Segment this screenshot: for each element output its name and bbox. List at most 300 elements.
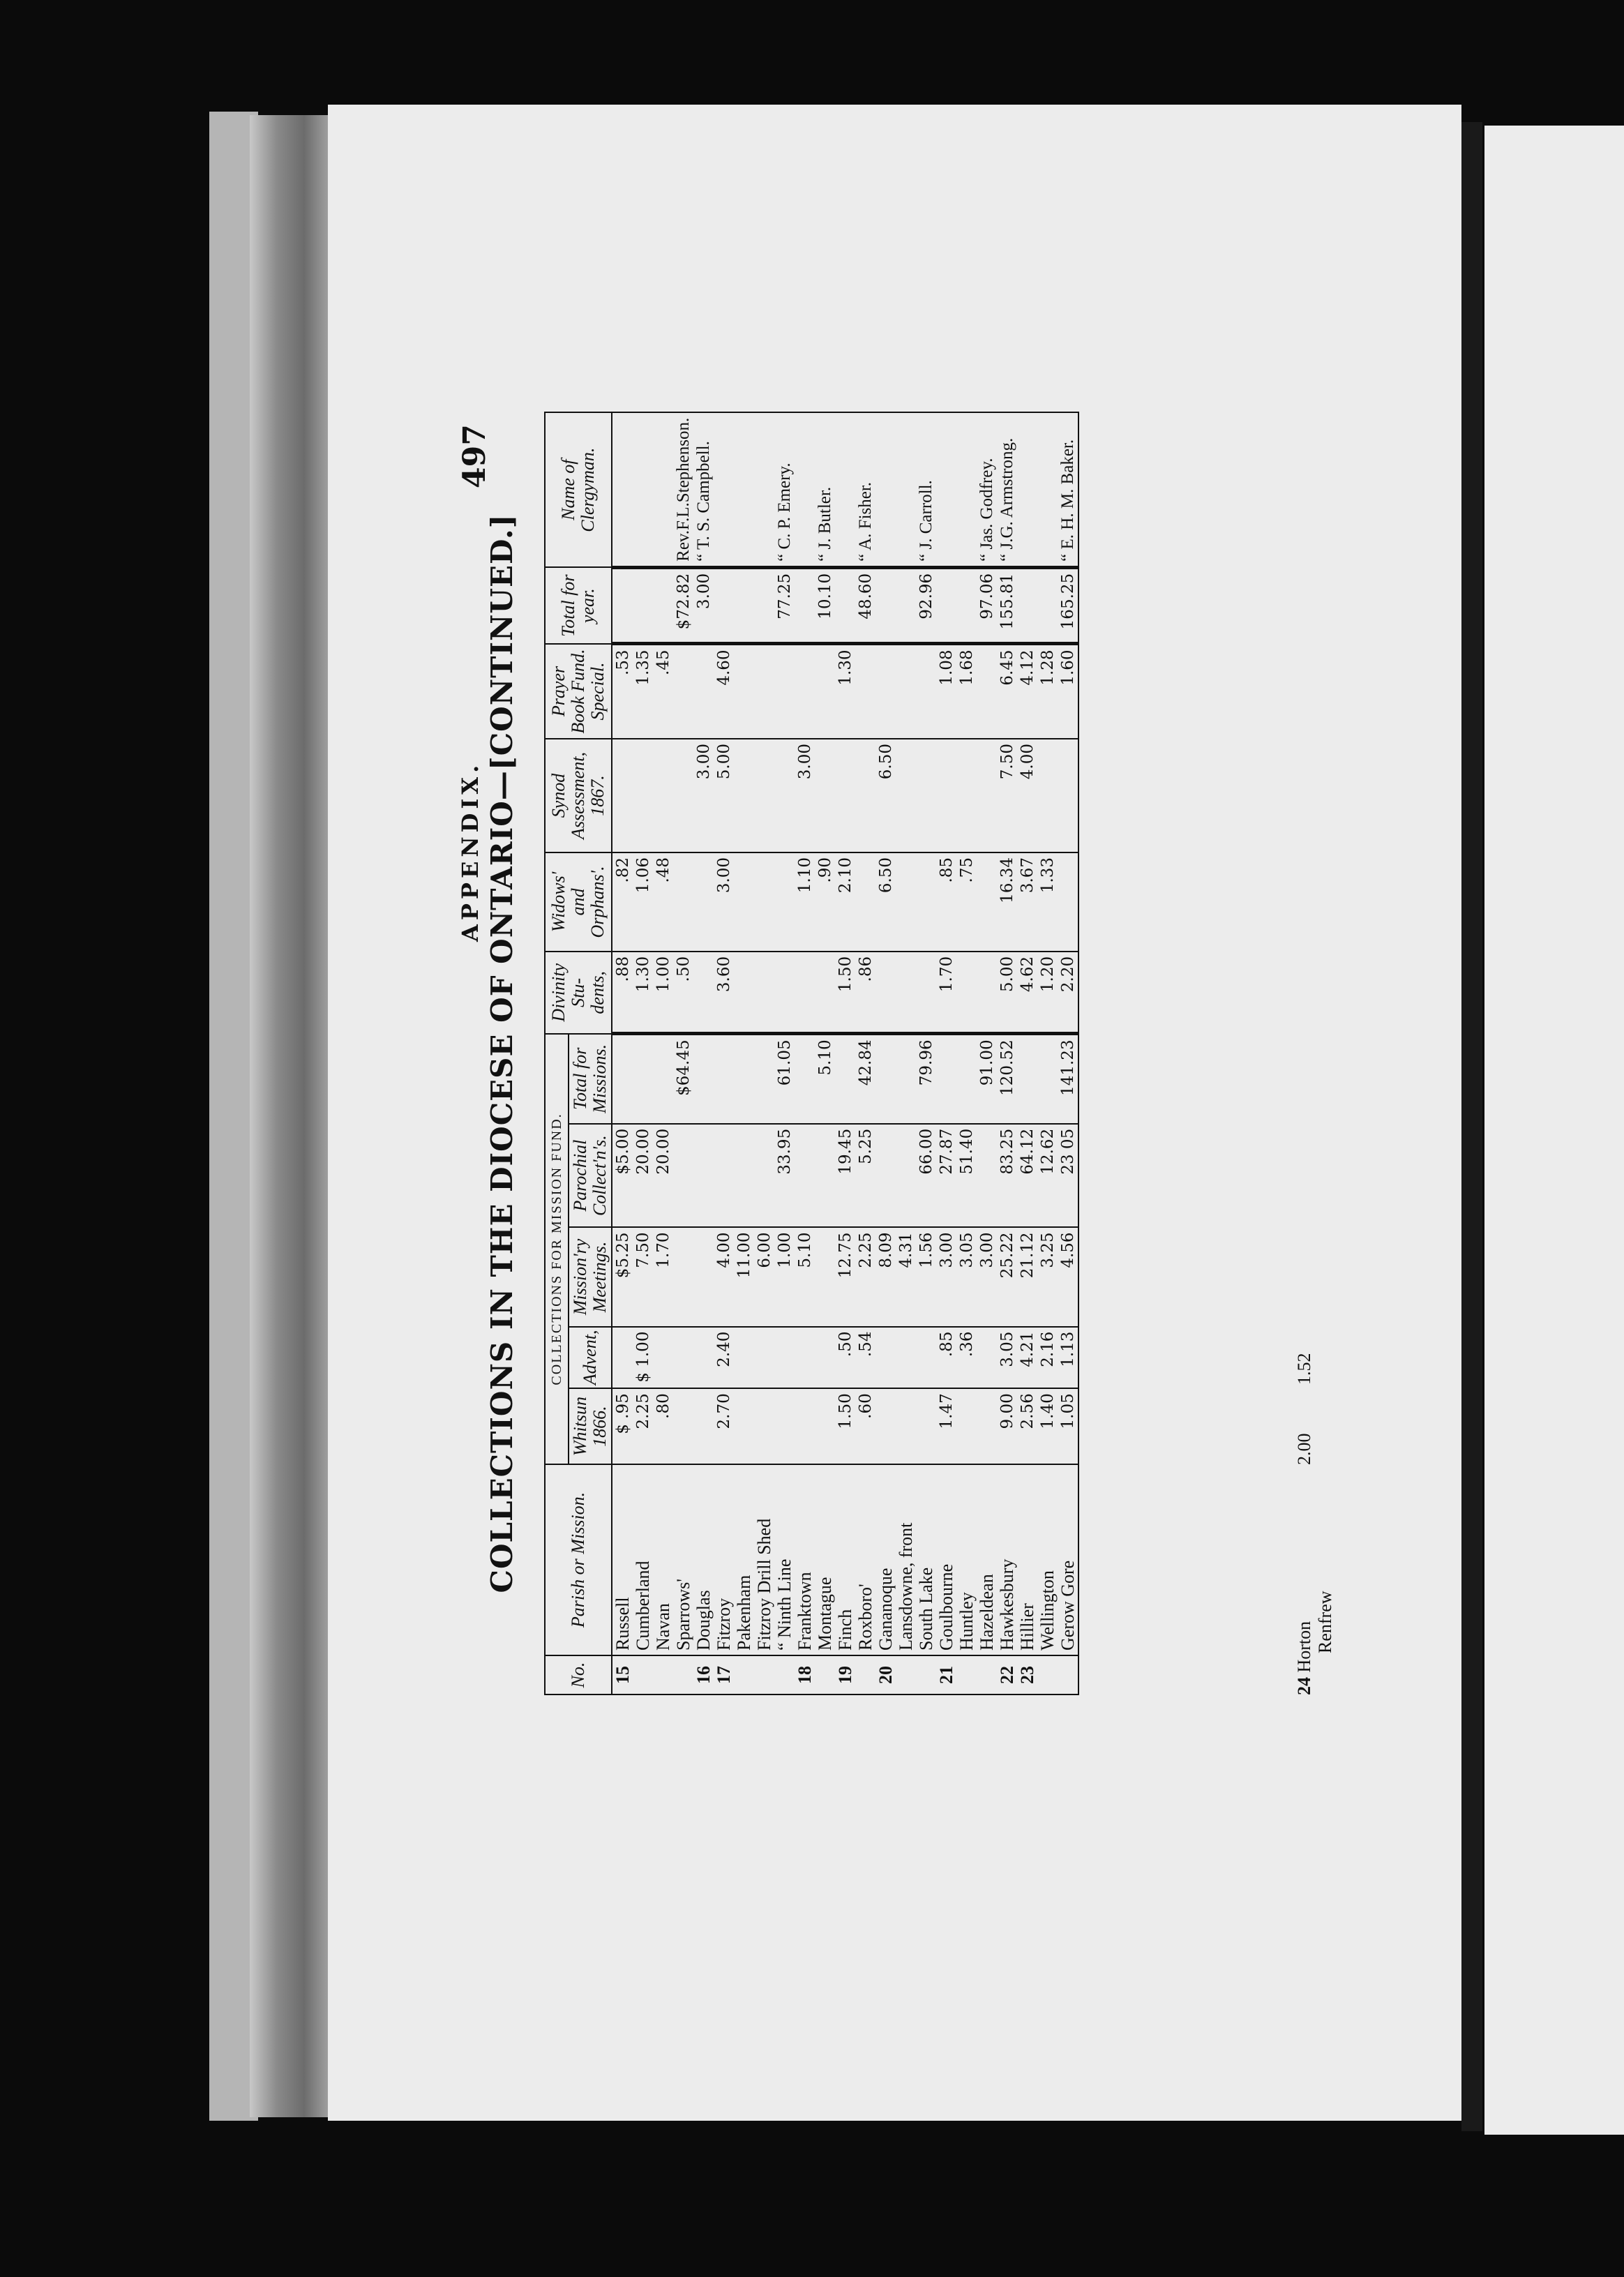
cell-synod: 6.50 bbox=[875, 739, 896, 852]
cell-widows bbox=[916, 852, 936, 952]
cell-divinity bbox=[754, 952, 774, 1034]
cell-total-year bbox=[956, 567, 977, 644]
header-divinity: Divinity Stu- dents, bbox=[545, 952, 612, 1034]
facing-page bbox=[1484, 126, 1624, 2135]
table-row bbox=[835, 412, 855, 1694]
running-header: APPENDIX. bbox=[457, 760, 483, 942]
cell-synod bbox=[754, 739, 774, 852]
table-row bbox=[734, 412, 754, 1694]
cell-widows bbox=[1058, 852, 1078, 952]
cell-prayer: 6.45 bbox=[997, 644, 1017, 739]
cell-total-missions bbox=[956, 1034, 977, 1124]
cell-meetings: 3.05 bbox=[956, 1227, 977, 1326]
cell-divinity bbox=[693, 952, 714, 1034]
cell-whitsun bbox=[916, 1388, 936, 1464]
cell-widows: .90 bbox=[815, 852, 835, 952]
continuation-parish-1: Horton bbox=[1294, 1621, 1314, 1673]
cell-parish: Lansdowne, front bbox=[896, 1464, 916, 1655]
cell-total-missions: 91.00 bbox=[977, 1034, 997, 1124]
cell-total-year bbox=[633, 567, 653, 644]
cell-prayer: 1.68 bbox=[956, 644, 977, 739]
book-spine bbox=[250, 115, 340, 2117]
table-row bbox=[633, 412, 653, 1694]
cell-synod bbox=[612, 739, 633, 852]
cell-divinity: 5.00 bbox=[997, 952, 1017, 1034]
cell-prayer bbox=[815, 644, 835, 739]
cell-meetings bbox=[815, 1227, 835, 1326]
cell-parochial bbox=[673, 1124, 693, 1228]
cell-whitsun: 1.05 bbox=[1058, 1388, 1078, 1464]
cell-divinity: .50 bbox=[673, 952, 693, 1034]
cell-total-year: 92.96 bbox=[916, 567, 936, 644]
cell-parochial: 12.62 bbox=[1037, 1124, 1058, 1228]
cell-divinity bbox=[916, 952, 936, 1034]
cell-clergy bbox=[835, 412, 855, 567]
cell-synod bbox=[916, 739, 936, 852]
cell-meetings: 3.00 bbox=[977, 1227, 997, 1326]
cell-whitsun bbox=[693, 1388, 714, 1464]
cell-prayer: 1.35 bbox=[633, 644, 653, 739]
cell-total-year bbox=[612, 567, 633, 644]
cell-advent bbox=[774, 1327, 795, 1389]
cell-parish: Hawkesbury bbox=[997, 1464, 1017, 1655]
table-row bbox=[693, 412, 714, 1694]
cell-whitsun bbox=[673, 1388, 693, 1464]
cell-widows bbox=[754, 852, 774, 952]
cell-advent: $ 1.00 bbox=[633, 1327, 653, 1389]
cell-clergy bbox=[612, 412, 633, 567]
cell-whitsun: 1.47 bbox=[936, 1388, 956, 1464]
cell-no: 22 bbox=[997, 1655, 1017, 1694]
cell-no: 23 bbox=[1017, 1655, 1037, 1694]
cell-synod bbox=[734, 739, 754, 852]
cell-clergy: “ T. S. Campbell. bbox=[693, 412, 714, 567]
cell-parish: “ Ninth Line bbox=[774, 1464, 795, 1655]
cell-whitsun bbox=[875, 1388, 896, 1464]
table-row bbox=[795, 412, 815, 1694]
table-row bbox=[815, 412, 835, 1694]
cell-total-missions bbox=[875, 1034, 896, 1124]
cell-prayer bbox=[916, 644, 936, 739]
table-row bbox=[673, 412, 693, 1694]
table-row bbox=[612, 412, 633, 1694]
cell-whitsun bbox=[815, 1388, 835, 1464]
cell-parish: South Lake bbox=[916, 1464, 936, 1655]
cell-no: 19 bbox=[835, 1655, 855, 1694]
cell-parish: Finch bbox=[835, 1464, 855, 1655]
cell-widows bbox=[896, 852, 916, 952]
cell-synod: 3.00 bbox=[795, 739, 815, 852]
cell-no bbox=[774, 1655, 795, 1694]
rotated-page-content bbox=[457, 412, 1335, 1695]
cell-total-year bbox=[653, 567, 673, 644]
cell-parochial: 33.95 bbox=[774, 1124, 795, 1228]
cell-no bbox=[855, 1655, 875, 1694]
table-body bbox=[612, 412, 1078, 1694]
cell-meetings: 1.70 bbox=[653, 1227, 673, 1326]
continuation-row bbox=[1294, 1621, 1315, 1695]
cell-clergy: Rev.F.L.Stephenson. bbox=[673, 412, 693, 567]
cell-parochial: $5.00 bbox=[612, 1124, 633, 1228]
cell-total-year: 10.10 bbox=[815, 567, 835, 644]
cell-advent bbox=[875, 1327, 896, 1389]
cell-no: 15 bbox=[612, 1655, 633, 1694]
cell-total-missions bbox=[936, 1034, 956, 1124]
cell-synod bbox=[1058, 739, 1078, 852]
cell-whitsun: 9.00 bbox=[997, 1388, 1017, 1464]
cell-total-year bbox=[835, 567, 855, 644]
cell-advent: .50 bbox=[835, 1327, 855, 1389]
cell-prayer: 1.08 bbox=[936, 644, 956, 739]
cell-clergy: “ C. P. Emery. bbox=[774, 412, 795, 567]
cell-widows bbox=[673, 852, 693, 952]
cell-whitsun bbox=[795, 1388, 815, 1464]
header-synod: Synod Assessment, 1867. bbox=[545, 739, 612, 852]
header-total-year: Total for year. bbox=[545, 567, 612, 644]
cell-whitsun: 1.40 bbox=[1037, 1388, 1058, 1464]
table-row bbox=[1058, 412, 1078, 1694]
cell-meetings: 4.00 bbox=[714, 1227, 734, 1326]
cell-synod bbox=[896, 739, 916, 852]
table-row bbox=[997, 412, 1017, 1694]
cell-prayer: .53 bbox=[612, 644, 633, 739]
cell-total-missions: 141.23 bbox=[1058, 1034, 1078, 1124]
cell-synod bbox=[1037, 739, 1058, 852]
cell-no bbox=[896, 1655, 916, 1694]
cell-parochial bbox=[977, 1124, 997, 1228]
table-row bbox=[1037, 412, 1058, 1694]
cell-total-missions: 120.52 bbox=[997, 1034, 1017, 1124]
cell-meetings: 12.75 bbox=[835, 1227, 855, 1326]
cell-advent bbox=[896, 1327, 916, 1389]
cell-clergy bbox=[754, 412, 774, 567]
cell-parish: Cumberland bbox=[633, 1464, 653, 1655]
cell-widows: .48 bbox=[653, 852, 673, 952]
cell-parochial: 64.12 bbox=[1017, 1124, 1037, 1228]
cell-whitsun: 2.70 bbox=[714, 1388, 734, 1464]
page-title: COLLECTIONS IN THE DIOCESE OF ONTARIO—[CONTINUED.] bbox=[485, 513, 519, 1593]
cell-meetings: 6.00 bbox=[754, 1227, 774, 1326]
cell-total-missions: 42.84 bbox=[855, 1034, 875, 1124]
cell-divinity: .88 bbox=[612, 952, 633, 1034]
cell-parochial: 27.87 bbox=[936, 1124, 956, 1228]
cell-whitsun: $ .95 bbox=[612, 1388, 633, 1464]
cell-total-missions: 61.05 bbox=[774, 1034, 795, 1124]
cell-divinity bbox=[815, 952, 835, 1034]
cell-widows bbox=[977, 852, 997, 952]
cell-advent bbox=[977, 1327, 997, 1389]
cell-widows: 1.06 bbox=[633, 852, 653, 952]
cell-synod: 5.00 bbox=[714, 739, 734, 852]
cell-meetings: 11.00 bbox=[734, 1227, 754, 1326]
cell-clergy: “ J.G. Armstrong. bbox=[997, 412, 1017, 567]
cell-widows bbox=[734, 852, 754, 952]
cell-widows: .85 bbox=[936, 852, 956, 952]
cell-advent: 3.05 bbox=[997, 1327, 1017, 1389]
cell-clergy: “ J. Butler. bbox=[815, 412, 835, 567]
cell-synod: 4.00 bbox=[1017, 739, 1037, 852]
cell-total-missions: 5.10 bbox=[815, 1034, 835, 1124]
cell-parochial: 20.00 bbox=[633, 1124, 653, 1228]
cell-total-year bbox=[734, 567, 754, 644]
cell-synod bbox=[673, 739, 693, 852]
cell-no bbox=[734, 1655, 754, 1694]
cell-parish: Russell bbox=[612, 1464, 633, 1655]
cell-synod bbox=[956, 739, 977, 852]
cell-clergy: “ J. Carroll. bbox=[916, 412, 936, 567]
cell-total-missions: $64.45 bbox=[673, 1034, 693, 1124]
cell-no bbox=[653, 1655, 673, 1694]
cell-advent bbox=[673, 1327, 693, 1389]
cell-clergy bbox=[1017, 412, 1037, 567]
cell-meetings bbox=[693, 1227, 714, 1326]
cell-parochial bbox=[815, 1124, 835, 1228]
cell-advent: 1.13 bbox=[1058, 1327, 1078, 1389]
cell-prayer: 1.28 bbox=[1037, 644, 1058, 739]
table-row bbox=[896, 412, 916, 1694]
cell-whitsun: .80 bbox=[653, 1388, 673, 1464]
cell-widows bbox=[774, 852, 795, 952]
cell-divinity bbox=[795, 952, 815, 1034]
cell-total-year: $72.82 bbox=[673, 567, 693, 644]
cell-no: 16 bbox=[693, 1655, 714, 1694]
cell-prayer bbox=[774, 644, 795, 739]
cell-parish: Roxboro' bbox=[855, 1464, 875, 1655]
cell-clergy bbox=[1037, 412, 1058, 567]
cell-parish: Hillier bbox=[1017, 1464, 1037, 1655]
cell-whitsun: 1.50 bbox=[835, 1388, 855, 1464]
cell-prayer: 4.12 bbox=[1017, 644, 1037, 739]
cell-parochial: 19.45 bbox=[835, 1124, 855, 1228]
cell-prayer: .45 bbox=[653, 644, 673, 739]
cell-divinity: 1.00 bbox=[653, 952, 673, 1034]
cell-widows: 3.00 bbox=[714, 852, 734, 952]
continuation-parish-2: Renfrew bbox=[1315, 1591, 1335, 1653]
cell-parochial bbox=[896, 1124, 916, 1228]
cell-total-year: 155.81 bbox=[997, 567, 1017, 644]
cell-meetings: 2.25 bbox=[855, 1227, 875, 1326]
cell-whitsun bbox=[896, 1388, 916, 1464]
cell-total-year bbox=[795, 567, 815, 644]
table-row bbox=[1017, 412, 1037, 1694]
cell-parish: Huntley bbox=[956, 1464, 977, 1655]
cell-total-year bbox=[754, 567, 774, 644]
cell-parish: Fitzroy bbox=[714, 1464, 734, 1655]
cell-divinity bbox=[774, 952, 795, 1034]
cell-advent: 2.16 bbox=[1037, 1327, 1058, 1389]
continuation-value-1: 2.00 bbox=[1294, 1433, 1314, 1465]
cell-no bbox=[916, 1655, 936, 1694]
cell-total-year: 165.25 bbox=[1058, 567, 1078, 644]
cell-meetings: 5.10 bbox=[795, 1227, 815, 1326]
cell-whitsun: .60 bbox=[855, 1388, 875, 1464]
cell-prayer bbox=[754, 644, 774, 739]
cell-total-year bbox=[875, 567, 896, 644]
cell-whitsun bbox=[977, 1388, 997, 1464]
cell-widows: .82 bbox=[612, 852, 633, 952]
cell-advent: .36 bbox=[956, 1327, 977, 1389]
cell-no bbox=[956, 1655, 977, 1694]
cell-advent bbox=[815, 1327, 835, 1389]
table-row bbox=[855, 412, 875, 1694]
cell-meetings: 25.22 bbox=[997, 1227, 1017, 1326]
cell-widows: .75 bbox=[956, 852, 977, 952]
cell-advent bbox=[734, 1327, 754, 1389]
cell-parish: Navan bbox=[653, 1464, 673, 1655]
gutter bbox=[1461, 122, 1482, 2131]
cell-prayer bbox=[734, 644, 754, 739]
cell-total-year: 3.00 bbox=[693, 567, 714, 644]
cell-parochial bbox=[754, 1124, 774, 1228]
cell-total-year bbox=[1037, 567, 1058, 644]
cell-parish: Gerow Gore bbox=[1058, 1464, 1078, 1655]
cell-widows bbox=[855, 852, 875, 952]
cell-parish: Montague bbox=[815, 1464, 835, 1655]
cell-total-year bbox=[896, 567, 916, 644]
header-widows: Widows' and Orphans'. bbox=[545, 852, 612, 952]
cell-total-year bbox=[1017, 567, 1037, 644]
cell-prayer bbox=[896, 644, 916, 739]
cell-clergy bbox=[795, 412, 815, 567]
cell-clergy: “ Jas. Godfrey. bbox=[977, 412, 997, 567]
cell-no bbox=[977, 1655, 997, 1694]
cell-meetings: 3.00 bbox=[936, 1227, 956, 1326]
cell-parochial bbox=[795, 1124, 815, 1228]
header-no: No. bbox=[545, 1655, 612, 1694]
cell-total-missions bbox=[1017, 1034, 1037, 1124]
cell-clergy bbox=[875, 412, 896, 567]
cell-divinity bbox=[956, 952, 977, 1034]
cell-total-missions bbox=[633, 1034, 653, 1124]
cell-no: 17 bbox=[714, 1655, 734, 1694]
cell-no bbox=[673, 1655, 693, 1694]
cell-advent: 4.21 bbox=[1017, 1327, 1037, 1389]
cell-no: 21 bbox=[936, 1655, 956, 1694]
cell-meetings: 4.31 bbox=[896, 1227, 916, 1326]
cell-divinity bbox=[896, 952, 916, 1034]
cell-prayer: 4.60 bbox=[714, 644, 734, 739]
cell-parish: Pakenham bbox=[734, 1464, 754, 1655]
cell-prayer: 1.30 bbox=[835, 644, 855, 739]
header-total-missions: Total for Missions. bbox=[569, 1034, 612, 1124]
cell-widows: 1.10 bbox=[795, 852, 815, 952]
cell-whitsun: 2.25 bbox=[633, 1388, 653, 1464]
cell-widows bbox=[693, 852, 714, 952]
cell-prayer bbox=[693, 644, 714, 739]
cell-advent: 2.40 bbox=[714, 1327, 734, 1389]
cell-synod bbox=[633, 739, 653, 852]
cell-total-missions bbox=[896, 1034, 916, 1124]
cell-advent bbox=[653, 1327, 673, 1389]
header-mission-group: COLLECTIONS FOR MISSION FUND. bbox=[545, 1034, 569, 1464]
collections-table bbox=[544, 412, 1079, 1695]
cell-synod bbox=[855, 739, 875, 852]
continuation-no: 24 bbox=[1294, 1677, 1314, 1695]
cell-no: 20 bbox=[875, 1655, 896, 1694]
header-prayer-book: Prayer Book Fund. Special. bbox=[545, 644, 612, 739]
cell-divinity: .86 bbox=[855, 952, 875, 1034]
cell-no bbox=[815, 1655, 835, 1694]
cell-total-year: 77.25 bbox=[774, 567, 795, 644]
table-row bbox=[977, 412, 997, 1694]
cell-meetings: 1.56 bbox=[916, 1227, 936, 1326]
cell-parochial bbox=[693, 1124, 714, 1228]
cell-total-year: 48.60 bbox=[855, 567, 875, 644]
cell-parochial: 5.25 bbox=[855, 1124, 875, 1228]
cell-clergy bbox=[896, 412, 916, 567]
cell-meetings: 8.09 bbox=[875, 1227, 896, 1326]
table-row bbox=[916, 412, 936, 1694]
continuation-value-2: 1.52 bbox=[1294, 1353, 1314, 1385]
header-advent: Advent, bbox=[569, 1327, 612, 1389]
table-row bbox=[774, 412, 795, 1694]
cell-advent: .54 bbox=[855, 1327, 875, 1389]
cell-total-missions bbox=[754, 1034, 774, 1124]
cell-total-missions bbox=[835, 1034, 855, 1124]
cell-total-missions bbox=[734, 1034, 754, 1124]
cell-prayer bbox=[795, 644, 815, 739]
cell-meetings bbox=[673, 1227, 693, 1326]
cell-meetings: 4.56 bbox=[1058, 1227, 1078, 1326]
cell-prayer bbox=[977, 644, 997, 739]
cell-parish: Fitzroy Drill Shed bbox=[754, 1464, 774, 1655]
cell-widows: 2.10 bbox=[835, 852, 855, 952]
table-row bbox=[936, 412, 956, 1694]
cell-whitsun bbox=[734, 1388, 754, 1464]
cell-meetings: $5.25 bbox=[612, 1227, 633, 1326]
cell-synod bbox=[653, 739, 673, 852]
table-row bbox=[653, 412, 673, 1694]
cell-parochial: 66.00 bbox=[916, 1124, 936, 1228]
cell-synod bbox=[977, 739, 997, 852]
cell-clergy bbox=[653, 412, 673, 567]
cell-prayer bbox=[875, 644, 896, 739]
cell-clergy bbox=[734, 412, 754, 567]
cell-no bbox=[1058, 1655, 1078, 1694]
page-number: 497 bbox=[457, 424, 493, 488]
cell-parish: Franktown bbox=[795, 1464, 815, 1655]
cell-parochial: 20.00 bbox=[653, 1124, 673, 1228]
cell-widows: 16.34 bbox=[997, 852, 1017, 952]
header-clergyman: Name of Clergyman. bbox=[545, 412, 612, 567]
cell-advent bbox=[795, 1327, 815, 1389]
cell-no bbox=[754, 1655, 774, 1694]
cell-divinity: 1.30 bbox=[633, 952, 653, 1034]
cell-parish: Gananoque bbox=[875, 1464, 896, 1655]
header-parochial: Parochial Collect'n's. bbox=[569, 1124, 612, 1228]
cell-parish: Wellington bbox=[1037, 1464, 1058, 1655]
cell-advent: .85 bbox=[936, 1327, 956, 1389]
cell-prayer bbox=[673, 644, 693, 739]
cell-synod bbox=[936, 739, 956, 852]
cell-total-missions bbox=[714, 1034, 734, 1124]
cell-parish: Goulbourne bbox=[936, 1464, 956, 1655]
cell-divinity: 2.20 bbox=[1058, 952, 1078, 1034]
header-meetings: Mission'ry Meetings. bbox=[569, 1227, 612, 1326]
cell-divinity: 1.70 bbox=[936, 952, 956, 1034]
cell-divinity: 4.62 bbox=[1017, 952, 1037, 1034]
cell-divinity bbox=[734, 952, 754, 1034]
cell-widows: 6.50 bbox=[875, 852, 896, 952]
cell-advent bbox=[754, 1327, 774, 1389]
cell-parochial: 83.25 bbox=[997, 1124, 1017, 1228]
cell-clergy bbox=[936, 412, 956, 567]
cell-advent bbox=[916, 1327, 936, 1389]
cell-total-missions bbox=[653, 1034, 673, 1124]
table-row bbox=[714, 412, 734, 1694]
cell-no: 18 bbox=[795, 1655, 815, 1694]
cell-parish: Douglas bbox=[693, 1464, 714, 1655]
